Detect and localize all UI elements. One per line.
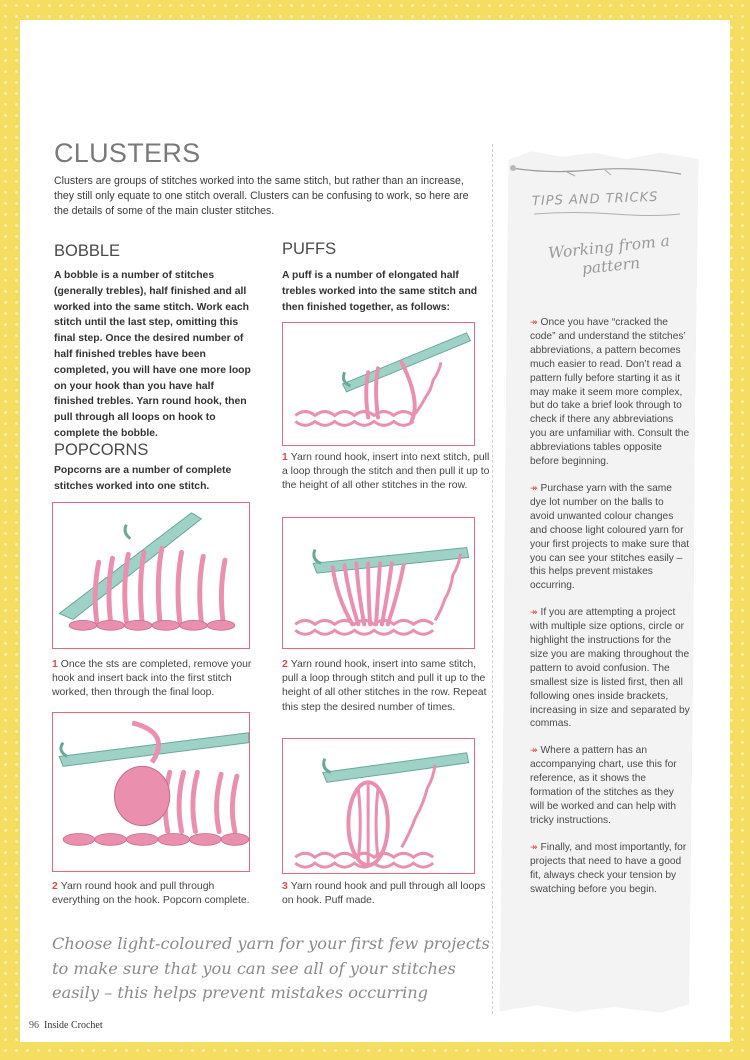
popcorns-text: Popcorns are a number of complete stitches worked into one stitch. bbox=[54, 465, 232, 492]
step-number: 1 bbox=[52, 659, 58, 670]
puff-step3-caption bbox=[282, 880, 487, 908]
popcorns-heading: POPCORNS bbox=[54, 441, 149, 459]
step-text: Once the sts are completed, remove your hook and insert back into the first stitch worked, then through the final loop. bbox=[52, 659, 252, 699]
step-text: Yarn round hook, insert into same stitch, pull a loop through stitch and pull it up to the height of all other stitches in the row. Repeat this step the desired number of times. bbox=[282, 659, 487, 713]
tip-item: ↠ Finally, and most importantly, for projects that need to have a good fit, always check your tension by swatching before you begin. bbox=[530, 841, 687, 895]
step-text: Yarn round hook and pull through everything on the hook. Popcorn complete. bbox=[52, 881, 250, 907]
step-text: Yarn round hook, insert into next stitch, pull a loop through the stitch and then pull it up to the height of all other stitches in the row. bbox=[282, 452, 490, 492]
step-text: Yarn round hook and pull through all loops on hook. Puff made. bbox=[282, 881, 486, 907]
popcorn-step1-illustration bbox=[52, 502, 250, 649]
pull-quote: Choose light-coloured yarn for your first few projects to make sure that you can see all of your stitches easily – this helps prevent mistakes occurring bbox=[52, 934, 490, 1002]
popcorn-step1-drawing bbox=[53, 503, 249, 648]
puff-step3-drawing bbox=[283, 739, 474, 873]
tips-subheading: Working from a pattern bbox=[547, 231, 671, 278]
intro-paragraph: Clusters are groups of stitches worked into the same stitch, but rather than an increase, they still only equate to one stitch overall. Clusters can be confusing to work, so here are the details of some of the main cluster stitches. bbox=[54, 175, 469, 217]
arrow-icon: ↠ bbox=[530, 607, 538, 618]
popcorn-step2-caption bbox=[52, 880, 262, 908]
arrow-icon: ↠ bbox=[530, 745, 538, 756]
tip-item: ↠ Once you have “cracked the code” and understand the stitches’ abbreviations, a pattern becomes much easier to read. Don’t read a pattern fully before starting it as it may make it seem more complex, but do take a brief look through to check if there any abbreviations you are unfamiliar with. Consult the abbreviations tables opposite before beginning. bbox=[530, 317, 690, 468]
sidebar-divider bbox=[492, 144, 493, 1014]
tip-item: ↠ If you are attempting a project with multiple size options, circle or highlight the instructions for the size you are making throughout the pattern to avoid confusion. The smallest size is listed first, then all following ones inside brackets, increasing in size and separated by commas. bbox=[530, 607, 690, 730]
step-number: 3 bbox=[282, 881, 288, 892]
arrow-icon: ↠ bbox=[530, 482, 538, 493]
popcorn-step2-illustration bbox=[52, 712, 250, 872]
tips-heading: TIPS AND TRICKS bbox=[531, 189, 659, 210]
puff-step2-drawing bbox=[283, 518, 474, 648]
step-number: 2 bbox=[52, 881, 58, 892]
bobble-text: A bobble is a number of stitches (generally trebles), half finished and all worked into the same stitch. Work each stitch until the last step, omitting this final step. Once the desired number of half finished trebles have been completed, you will have one more loop on your hook than you have half finished trebles. Yarn round hook, then pull through all loops on hook to complete the bobble. bbox=[54, 270, 251, 439]
arrow-icon: ↠ bbox=[530, 841, 538, 852]
popcorn-step2-drawing bbox=[53, 713, 249, 871]
puff-step1-illustration bbox=[282, 322, 475, 446]
puff-step2-caption bbox=[282, 658, 487, 715]
puff-step1-drawing bbox=[283, 323, 474, 445]
tip-item: ↠ Purchase yarn with the same dye lot number on the balls to avoid unwanted colour changes and choose light coloured yarn for your first projects to make sure that you can see your stitches easily – this helps prevent mistakes occurring. bbox=[530, 482, 690, 592]
step-number: 1 bbox=[282, 452, 288, 463]
puffs-text: A puff is a number of elongated half trebles worked into the same stitch and then finished together, as follows: bbox=[282, 270, 478, 313]
pin-icon bbox=[507, 158, 687, 188]
popcorn-step1-caption bbox=[52, 658, 257, 701]
tips-list bbox=[530, 316, 690, 909]
tip-item: ↠ Where a pattern has an accompanying chart, use this for reference, as it shows the formation of the stitches as they will be worked and can help with tricky instructions. bbox=[530, 745, 677, 826]
puff-step2-illustration bbox=[282, 517, 475, 649]
step-number: 2 bbox=[282, 659, 288, 670]
page-title: CLUSTERS bbox=[54, 138, 201, 168]
puffs-heading: PUFFS bbox=[282, 240, 337, 258]
page-number: 96 bbox=[29, 1020, 39, 1031]
arrow-icon: ↠ bbox=[530, 317, 538, 327]
magazine-page bbox=[20, 20, 730, 1042]
page-footer bbox=[29, 1020, 103, 1031]
magazine-name: Inside Crochet bbox=[44, 1020, 103, 1031]
puff-step1-caption bbox=[282, 451, 492, 494]
bobble-heading: BOBBLE bbox=[54, 242, 121, 260]
tips-underline bbox=[532, 210, 682, 218]
puff-step3-illustration bbox=[282, 738, 475, 874]
